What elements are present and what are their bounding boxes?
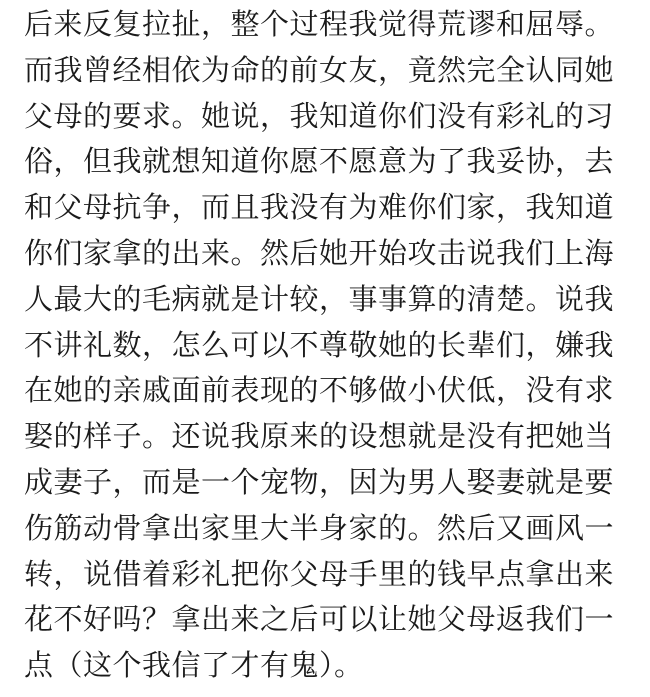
text-line: 伤筋动骨拿出家里大半身家的。然后又画风一 <box>24 510 615 545</box>
text-line: 后来反复拉扯，整个过程我觉得荒谬和屈辱。 <box>24 7 615 41</box>
text-line: 不讲礼数，怎么可以不尊敬她的长辈们，嫌我 <box>24 327 615 362</box>
text-line: 俗，但我就想知道你愿不愿意为了我妥协，去 <box>24 144 615 179</box>
text-line: 人最大的毛病就是计较，事事算的清楚。说我 <box>24 281 615 316</box>
document-body <box>24 2 634 689</box>
text-line: 成妻子，而是一个宠物，因为男人娶妻就是要 <box>24 464 615 499</box>
text-line: 娶的样子。还说我原来的设想就是没有把她当 <box>24 419 615 454</box>
text-line: 父母的要求。她说，我知道你们没有彩礼的习 <box>24 98 615 133</box>
text-line: 转，说借着彩礼把你父母手里的钱早点拿出来 <box>24 556 615 591</box>
text-line: 花不好吗？拿出来之后可以让她父母返我们一 <box>24 602 615 637</box>
text-line: 点（这个我信了才有鬼）。 <box>24 648 364 683</box>
text-line: 在她的亲戚面前表现的不够做小伏低，没有求 <box>24 373 615 408</box>
text-line: 而我曾经相依为命的前女友，竟然完全认同她 <box>24 52 615 87</box>
text-line: 你们家拿的出来。然后她开始攻击说我们上海 <box>24 235 615 270</box>
text-line: 和父母抗争，而且我没有为难你们家，我知道 <box>24 190 615 225</box>
